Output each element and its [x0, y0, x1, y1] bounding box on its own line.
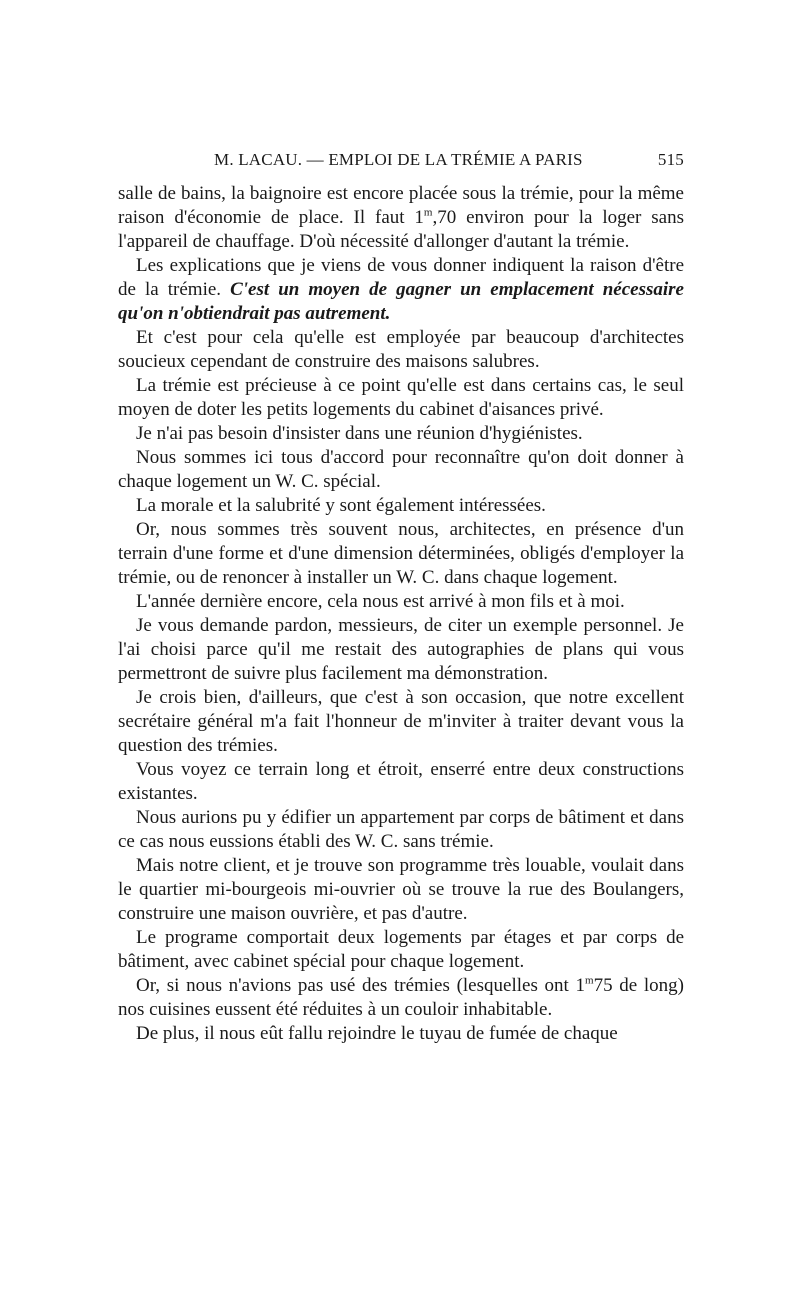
paragraph-2-text: Les explications que je viens de vous donner indiquent la raison d'être de la trémie.: [118, 255, 684, 300]
paragraph-9: L'année dernière encore, cela nous est arrivé à mon fils et à moi.: [136, 591, 625, 612]
paragraph-5: Je n'ai pas besoin d'insister dans une réunion d'hygiénistes.: [136, 423, 583, 444]
paragraph-11: Je crois bien, d'ailleurs, que c'est à son occasion, que notre excellent secrétaire général m'a fait l'honneur de m'inviter à traiter devant vous la question des trémies.: [118, 687, 684, 756]
paragraph-15: Le programe comportait deux logements par étages et par corps de bâtiment, avec cabinet spécial pour chaque logement.: [118, 927, 684, 972]
paragraph-14: Mais notre client, et je trouve son programme très louable, voulait dans le quartier mi-bourgeois mi-ouvrier où se trouve la rue des Boulangers, construire une maison ouvrière, et pas d'autre.: [118, 855, 684, 924]
unit-superscript: m: [423, 206, 433, 219]
paragraph-16-text: Or, si nous n'avions pas usé des trémies (lesquelles ont 1: [136, 975, 585, 996]
paragraph-12: Vous voyez ce terrain long et étroit, enserré entre deux constructions existantes.: [118, 759, 684, 804]
body-text: [118, 182, 684, 1046]
running-title: M. LACAU. — EMPLOI DE LA TRÉMIE A PARIS: [214, 150, 583, 169]
paragraph-2: [118, 254, 684, 326]
paragraph-17: De plus, il nous eût fallu rejoindre le tuyau de fumée de chaque: [136, 1023, 618, 1044]
paragraph-3: Et c'est pour cela qu'elle est employée par beaucoup d'architectes soucieux cependant de construire des maisons salubres.: [118, 327, 684, 372]
paragraph-10: Je vous demande pardon, messieurs, de citer un exemple personnel. Je l'ai choisi parce qu'il me restait des autographies de plans qui vous permettront de suivre plus facilement ma démonstration.: [118, 615, 684, 684]
page-number: 515: [657, 150, 684, 169]
paragraph-1-text: salle de bains, la baignoire est encore placée sous la trémie, pour la même raison d'économie de place. Il faut 1: [118, 183, 684, 228]
paragraph-13: Nous aurions pu y édifier un appartement par corps de bâtiment et dans ce cas nous eussions établi des W. C. sans trémie.: [118, 807, 684, 852]
paragraph-4: La trémie est précieuse à ce point qu'elle est dans certains cas, le seul moyen de doter les petits logements du cabinet d'aisances privé.: [118, 375, 684, 420]
emphasis-text: C'est un moyen de gagner un emplacement nécessaire qu'on n'obtiendrait pas autrement.: [118, 279, 684, 324]
paragraph-1-text-cont: ,70 environ pour la loger sans l'appareil de chauffage. D'où nécessité d'allonger d'autant la trémie.: [118, 207, 684, 252]
paragraph-1: [118, 182, 684, 254]
paragraph-16: [118, 974, 684, 1022]
paragraph-8: Or, nous sommes très souvent nous, architectes, en présence d'un terrain d'une forme et d'une dimension déterminées, obligés d'employer la trémie, ou de renoncer à installer un W. C. dans chaque logement.: [118, 519, 684, 588]
paragraph-7: La morale et la salubrité y sont également intéressées.: [136, 495, 546, 516]
paragraph-6: Nous sommes ici tous d'accord pour reconnaître qu'on doit donner à chaque logement un W. C. spécial.: [118, 447, 684, 492]
paragraph-16-text-cont: 75 de long) nos cuisines eussent été réduites à un couloir inhabitable.: [118, 975, 684, 1020]
unit-superscript: m: [585, 974, 594, 987]
